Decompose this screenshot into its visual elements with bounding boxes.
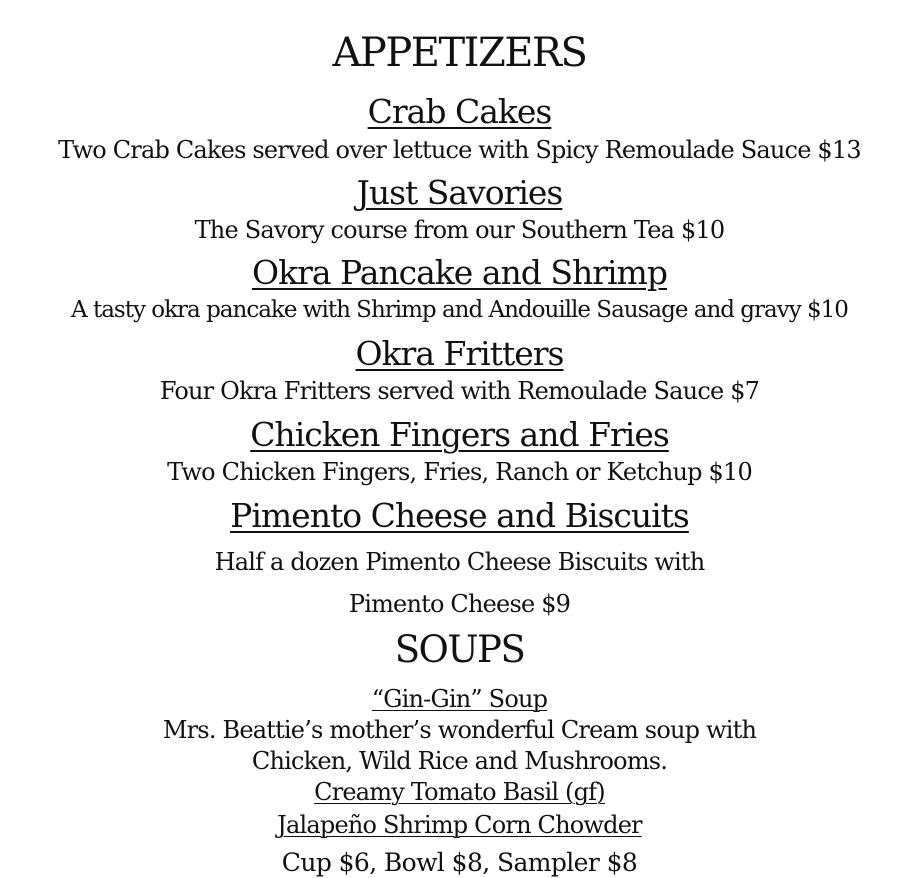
soups-heading: SOUPS	[394, 628, 525, 671]
just-savories-description: The Savory course from our Southern Tea $10	[194, 216, 725, 244]
gin-gin-soup-title: “Gin-Gin” Soup	[371, 685, 548, 713]
soup-prices: Cup $6, Bowl $8, Sampler $8	[281, 848, 638, 877]
pimento-cheese-description-line-1: Half a dozen Pimento Cheese Biscuits with	[214, 548, 705, 576]
creamy-tomato-basil-title: Creamy Tomato Basil (gf)	[314, 778, 605, 806]
just-savories-title: Just Savories	[356, 173, 563, 212]
gin-gin-soup-description-line-2: Chicken, Wild Rice and Mushrooms.	[251, 747, 668, 775]
okra-pancake-title: Okra Pancake and Shrimp	[252, 253, 667, 292]
crab-cakes-title: Crab Cakes	[367, 92, 552, 131]
crab-cakes-description: Two Crab Cakes served over lettuce with Spicy Remoulade Sauce $13	[58, 136, 861, 164]
okra-pancake-description: A tasty okra pancake with Shrimp and Andouille Sausage and gravy $10	[71, 297, 848, 323]
chicken-fingers-title: Chicken Fingers and Fries	[250, 415, 669, 454]
okra-fritters-title: Okra Fritters	[355, 334, 564, 373]
okra-fritters-description: Four Okra Fritters served with Remoulade Sauce $7	[159, 377, 760, 405]
jalapeno-shrimp-corn-chowder-title: Jalapeño Shrimp Corn Chowder	[277, 811, 642, 839]
appetizers-heading: APPETIZERS	[332, 30, 587, 76]
pimento-cheese-description-line-2: Pimento Cheese $9	[348, 590, 571, 618]
pimento-cheese-title: Pimento Cheese and Biscuits	[230, 496, 689, 535]
gin-gin-soup-description-line-1: Mrs. Beattie’s mother’s wonderful Cream soup with	[162, 716, 757, 744]
chicken-fingers-description: Two Chicken Fingers, Fries, Ranch or Ketchup $10	[167, 458, 752, 486]
